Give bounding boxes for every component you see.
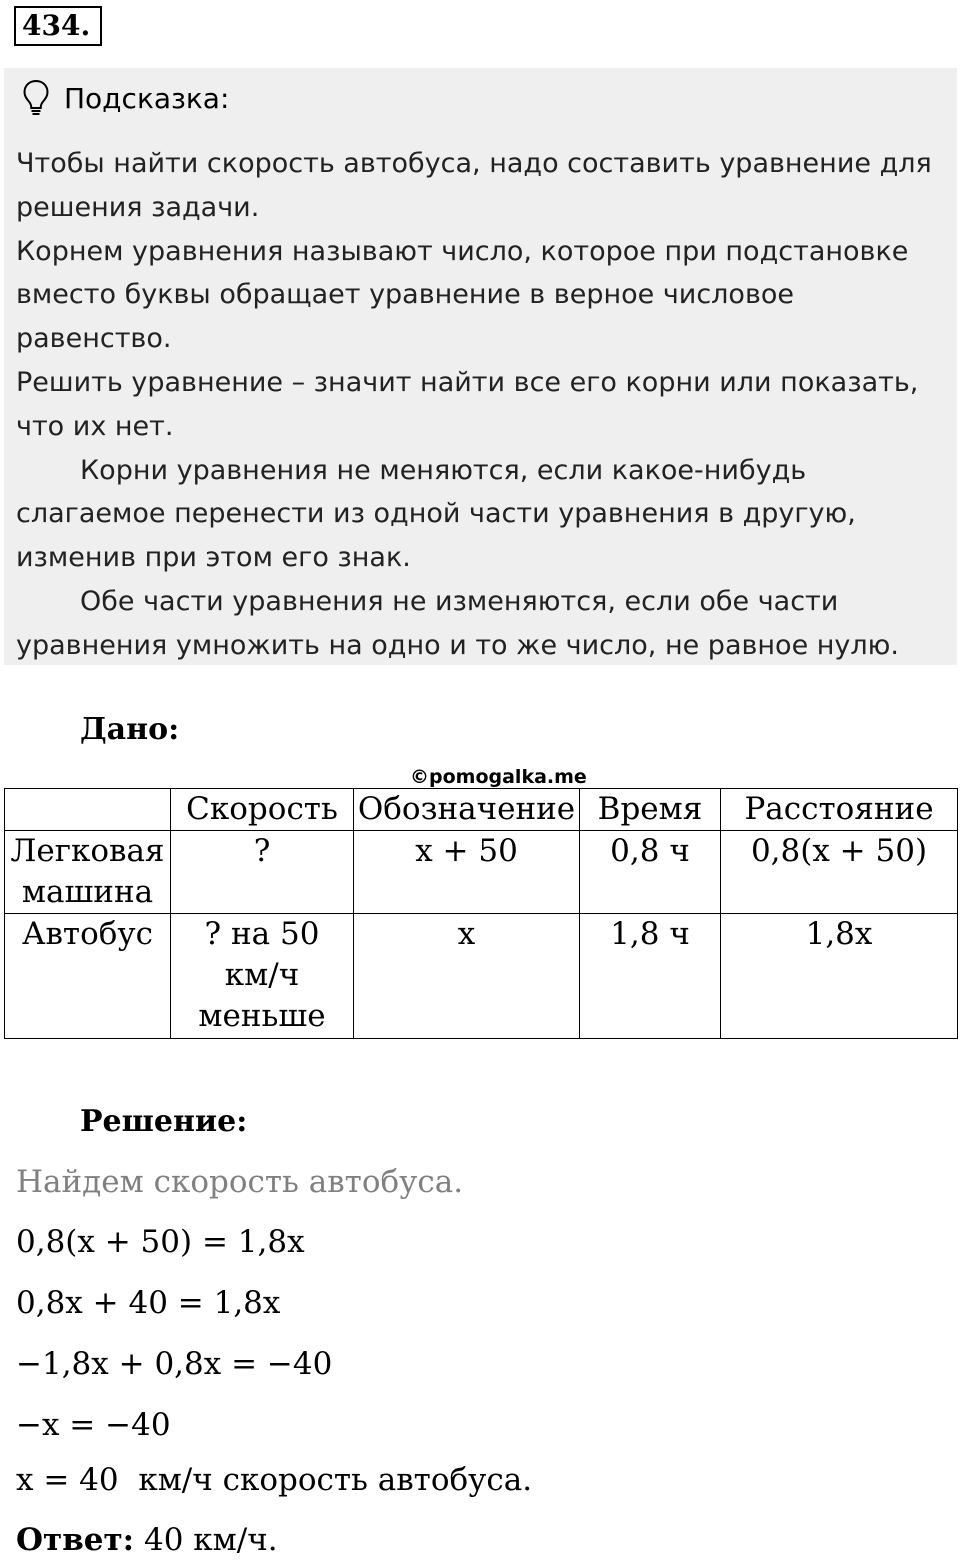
solution-step: 0,8(x + 50) = 1,8x — [16, 1224, 305, 1260]
hint-header — [22, 78, 229, 118]
solution-step: −1,8x + 0,8x = −40 — [16, 1346, 333, 1382]
table-cell: 0,8(x + 50) — [721, 831, 958, 914]
solution-heading: Решение: — [80, 1104, 248, 1139]
hint-paragraph: Решить уравнение – значит найти все его корни или показать, что их нет. — [16, 366, 919, 442]
table-cell: Легковая машина — [5, 831, 171, 914]
hint-paragraph: Корни уравнения не меняются, если какое-нибудь слагаемое перенести из одной части уравнения в другую, изменив при этом его знак. — [16, 454, 856, 574]
table-cell: ? на 50 км/ч меньше — [171, 914, 354, 1039]
hint-box — [4, 68, 957, 665]
table-cell: ? — [171, 831, 354, 914]
solution-step: 0,8x + 40 = 1,8x — [16, 1285, 281, 1321]
table-header-cell — [5, 789, 171, 831]
answer-label: Ответ: — [16, 1522, 135, 1558]
task-number: 434. — [14, 6, 102, 46]
given-heading: Дано: — [80, 712, 180, 747]
watermark: ©pomogalka.me — [410, 766, 587, 788]
table-row — [5, 914, 958, 1039]
solution-step: x = 40 км/ч скорость автобуса. — [16, 1462, 533, 1498]
table-header-cell: Обозначение — [354, 789, 580, 831]
lightbulb-icon — [22, 78, 50, 118]
table-cell: Автобус — [5, 914, 171, 1039]
table-cell: x — [354, 914, 580, 1039]
given-table — [4, 788, 958, 1039]
solution-intro: Найдем скорость автобуса. — [16, 1164, 464, 1200]
table-cell: 1,8 ч — [580, 914, 721, 1039]
table-header-row — [5, 789, 958, 831]
hint-text — [16, 142, 946, 668]
hint-paragraph: Корнем уравнения называют число, которое при подстановке вместо буквы обращает уравнение в верное числовое равенство. — [16, 235, 909, 355]
hint-title: Подсказка: — [64, 81, 230, 115]
solution-step: −x = −40 — [16, 1407, 171, 1443]
table-row — [5, 831, 958, 914]
hint-paragraph: Чтобы найти скорость автобуса, надо составить уравнение для решения задачи. — [16, 148, 932, 223]
table-cell: 1,8x — [721, 914, 958, 1039]
table-header-cell: Расстояние — [721, 789, 958, 831]
hint-paragraph: Обе части уравнения не изменяются, если обе части уравнения умножить на одно и то же число, не равное нулю. — [16, 585, 899, 661]
table-header-cell: Время — [580, 789, 721, 831]
answer-value: 40 км/ч. — [134, 1522, 278, 1558]
table-header-cell: Скорость — [171, 789, 354, 831]
table-cell: 0,8 ч — [580, 831, 721, 914]
table-cell: x + 50 — [354, 831, 580, 914]
answer-line — [16, 1522, 278, 1558]
